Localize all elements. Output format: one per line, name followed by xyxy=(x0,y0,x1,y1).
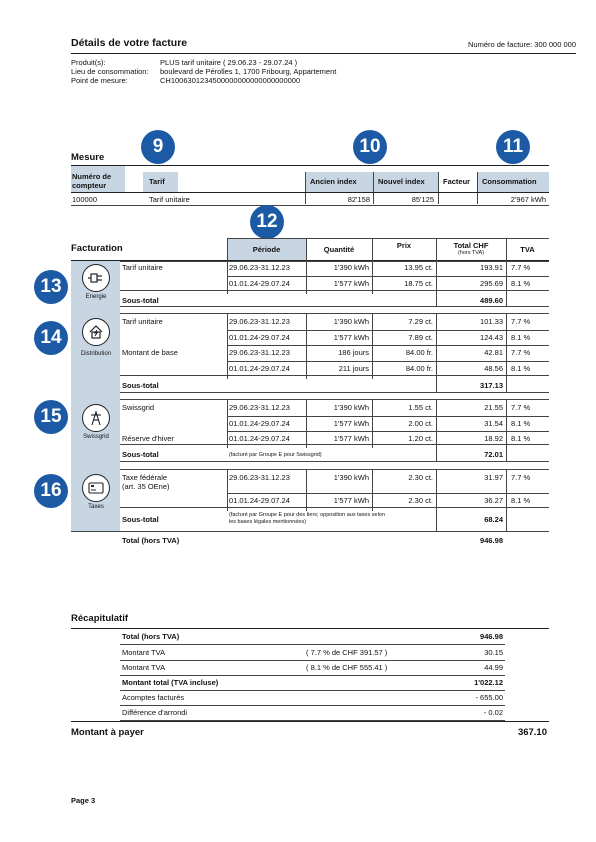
swissgrid-vline-tva-sub xyxy=(506,446,507,461)
badge-10: 10 xyxy=(353,130,387,164)
distribution-row-separator xyxy=(227,330,549,331)
mesure-header-compteur: Numéro de compteur xyxy=(72,172,112,190)
recap-row-label: Montant total (TVA incluse) xyxy=(122,678,219,687)
recap-row-separator xyxy=(120,705,505,706)
swissgrid-row-label: Swissgrid xyxy=(122,403,155,412)
fact-header-prix: Prix xyxy=(396,241,412,250)
recap-row-separator xyxy=(120,660,505,661)
taxes-row-total: 36.27 xyxy=(484,496,503,505)
mesure-row-nouvel: 85'125 xyxy=(411,195,434,204)
swissgrid-row-total: 18.92 xyxy=(484,434,503,443)
fact-header-tva: TVA xyxy=(520,245,535,254)
swissgrid-row-label: Réserve d'hiver xyxy=(122,434,174,443)
taxes-row-tva: 8.1 % xyxy=(511,496,531,505)
point-value: CH1006301234500000000000000000000 xyxy=(160,76,301,85)
location-value: boulevard de Pérolles 1, 1700 Fribourg, Appartement xyxy=(160,67,337,76)
energie-row-separator xyxy=(120,290,549,291)
product-label: Produit(s): xyxy=(71,58,106,67)
taxes-subtotal-note: (facturé par Groupe E pour des tiers; opposition aux taxes selon xyxy=(229,512,385,518)
facturation-title: Facturation xyxy=(71,243,123,254)
mesure-row-tarif: Tarif unitaire xyxy=(149,195,190,204)
fact-total-value: 946.98 xyxy=(480,536,503,545)
badge-9: 9 xyxy=(141,130,175,164)
swissgrid-row-total: 21.55 xyxy=(484,403,503,412)
taxes-vline-0 xyxy=(227,469,228,511)
distribution-row-periode: 29.06.23-31.12.23 xyxy=(229,348,290,357)
taxes-section-top xyxy=(120,469,549,470)
distribution-row-tva: 7.7 % xyxy=(511,317,531,326)
taxes-subtotal-label: Sous-total xyxy=(122,515,159,524)
recap-top-line xyxy=(71,628,549,629)
payer-label: Montant à payer xyxy=(71,727,144,738)
recap-row-value: - 0.02 xyxy=(483,708,503,717)
fact-bottom-line xyxy=(71,531,549,532)
mesure-top-line xyxy=(71,165,549,166)
product-value: PLUS tarif unitaire ( 29.06.23 - 29.07.24 ) xyxy=(160,58,298,67)
energie-row-total: 295.69 xyxy=(480,279,503,288)
taxes-row-prix: 2.30 ct. xyxy=(408,473,433,482)
recap-row-label: Acomptes facturés xyxy=(122,693,185,702)
swissgrid-row-tva: 7.7 % xyxy=(511,403,531,412)
recap-row-value: 946.98 xyxy=(480,632,503,641)
taxes-row-periode: 01.01.24-29.07.24 xyxy=(229,496,290,505)
swissgrid-section-bottom xyxy=(120,461,549,462)
energie-row-periode: 01.01.24-29.07.24 xyxy=(229,279,290,288)
recap-row-separator xyxy=(120,690,505,691)
distribution-section-top xyxy=(120,313,549,314)
distribution-row-prix: 7.89 ct. xyxy=(408,333,433,342)
recap-row-label: Total (hors TVA) xyxy=(122,632,180,641)
mesure-row-ancien: 82'158 xyxy=(347,195,370,204)
energie-row-separator xyxy=(227,276,549,277)
distribution-row-prix: 7.29 ct. xyxy=(408,317,433,326)
distribution-row-separator xyxy=(227,361,549,362)
mesure-row-compteur: 100000 xyxy=(72,195,98,204)
mesure-header-line xyxy=(71,192,549,193)
energie-vline-tva-sub xyxy=(506,292,507,306)
energie-subtotal-value: 489.60 xyxy=(480,296,503,305)
distribution-vline-0 xyxy=(227,313,228,379)
distribution-row-tva: 8.1 % xyxy=(511,333,531,342)
badge-11: 11 xyxy=(496,130,530,164)
taxes-row-quantite: 1'390 kWh xyxy=(333,473,369,482)
badge-14: 14 xyxy=(34,321,68,355)
energy-caption: Energie xyxy=(85,294,107,300)
fact-header-total-sub: (hors TVA) xyxy=(457,250,485,256)
energie-row-prix: 13.95 ct. xyxy=(404,263,433,272)
distribution-row-label: Montant de base xyxy=(122,348,178,357)
point-label: Point de mesure: xyxy=(71,76,128,85)
recap-row-value: - 655.00 xyxy=(475,693,503,702)
mesure-title: Mesure xyxy=(71,152,105,163)
taxes-subtotal-value: 68.24 xyxy=(484,515,503,524)
energie-row-quantite: 1'390 kWh xyxy=(333,263,369,272)
distribution-row-separator xyxy=(120,375,549,376)
recap-row-separator xyxy=(120,675,505,676)
invoice-number: Numéro de facture: 300 000 000 xyxy=(468,40,576,49)
distribution-row-tva: 8.1 % xyxy=(511,364,531,373)
swissgrid-row-prix: 1.20 ct. xyxy=(408,434,433,443)
mesure-header-facteur: Facteur xyxy=(443,177,471,186)
energie-row-prix: 18.75 ct. xyxy=(404,279,433,288)
swissgrid-row-tva: 8.1 % xyxy=(511,434,531,443)
page-title: Détails de votre facture xyxy=(71,37,188,49)
location-label: Lieu de consommation: xyxy=(71,67,149,76)
distribution-vline-4 xyxy=(506,313,507,379)
distribution-row-periode: 01.01.24-29.07.24 xyxy=(229,364,290,373)
swissgrid-row-prix: 1.55 ct. xyxy=(408,403,433,412)
mesure-header-ancien: Ancien index xyxy=(310,177,357,186)
mesure-header-tarif: Tarif xyxy=(149,177,165,186)
energy-plug-icon xyxy=(82,264,110,292)
taxes-row-label: Taxe fédérale xyxy=(122,473,168,482)
energie-row-tva: 8.1 % xyxy=(511,279,531,288)
taxes-card-icon xyxy=(82,474,110,502)
mesure-header-nouvel: Nouvel index xyxy=(378,177,425,186)
taxes-row-quantite: 1'577 kWh xyxy=(333,496,369,505)
mesure-row-consommation: 2'967 kWh xyxy=(510,195,546,204)
swissgrid-pylon-icon xyxy=(82,404,110,432)
distribution-vline-tva-sub xyxy=(506,377,507,392)
swissgrid-row-total: 31.54 xyxy=(484,419,503,428)
swissgrid-row-quantite: 1'390 kWh xyxy=(333,403,369,412)
fact-header-top xyxy=(227,238,549,239)
fact-total-label: Total (hors TVA) xyxy=(122,536,180,545)
taxes-row-separator xyxy=(120,507,549,508)
distribution-row-separator xyxy=(227,345,549,346)
recap-title: Récapitulatif xyxy=(71,613,129,624)
badge-13: 13 xyxy=(34,270,68,304)
swissgrid-vline-0 xyxy=(227,399,228,448)
recap-row-separator xyxy=(120,644,505,645)
taxes-row-label2: (art. 35 OEne) xyxy=(122,482,170,491)
distribution-row-label: Tarif unitaire xyxy=(122,317,163,326)
taxes-row-periode: 29.06.23-31.12.23 xyxy=(229,473,290,482)
page-number: Page 3 xyxy=(71,796,96,805)
recap-row-middle: ( 8.1 % de CHF 555.41 ) xyxy=(306,663,388,672)
taxes-row-prix: 2.30 ct. xyxy=(408,496,433,505)
recap-row-label: Différence d'arrondi xyxy=(122,708,188,717)
taxes-vline-4 xyxy=(506,469,507,511)
badge-12: 12 xyxy=(250,205,284,239)
energie-row-label: Tarif unitaire xyxy=(122,263,163,272)
distribution-row-quantite: 211 jours xyxy=(338,364,369,373)
energie-row-periode: 29.06.23-31.12.23 xyxy=(229,263,290,272)
mesure-bottom-line xyxy=(71,205,549,206)
recap-row-value: 30.15 xyxy=(484,648,503,657)
distribution-row-periode: 01.01.24-29.07.24 xyxy=(229,333,290,342)
distribution-subtotal-value: 317.13 xyxy=(480,381,503,390)
fact-header-quantite: Quantité xyxy=(323,245,355,254)
payer-value: 367.10 xyxy=(517,727,547,738)
taxes-row-total: 31.97 xyxy=(484,473,503,482)
taxes-subtotal-note2: les bases légales mentionnées) xyxy=(229,519,307,525)
swissgrid-row-separator xyxy=(227,416,549,417)
distribution-row-quantite: 186 jours xyxy=(338,348,369,357)
fact-header-periode: Période xyxy=(252,245,281,254)
swissgrid-row-quantite: 1'577 kWh xyxy=(333,419,369,428)
distribution-caption: Distribution xyxy=(80,351,111,357)
recap-row-label: Montant TVA xyxy=(122,648,166,657)
energie-subtotal-label: Sous-total xyxy=(122,296,159,305)
distribution-row-total: 42.81 xyxy=(484,348,503,357)
distribution-row-total: 101.33 xyxy=(480,317,503,326)
swissgrid-vline-4 xyxy=(506,399,507,448)
swissgrid-row-periode: 29.06.23-31.12.23 xyxy=(229,403,290,412)
mesure-vline-3 xyxy=(438,172,439,204)
swissgrid-subtotal-note: (facturé par Groupe E pour Swissgrid) xyxy=(229,452,322,458)
swissgrid-subtotal-value: 72.01 xyxy=(484,450,503,459)
taxes-row-tva: 7.7 % xyxy=(511,473,531,482)
energie-section-bottom xyxy=(120,306,549,307)
recap-payer-line xyxy=(71,721,549,722)
swissgrid-row-periode: 01.01.24-29.07.24 xyxy=(229,419,290,428)
recap-row-label: Montant TVA xyxy=(122,663,166,672)
distribution-row-total: 48.56 xyxy=(484,364,503,373)
taxes-row-separator xyxy=(227,493,549,494)
energie-row-quantite: 1'577 kWh xyxy=(333,279,369,288)
swissgrid-row-tva: 8.1 % xyxy=(511,419,531,428)
mesure-header-consommation: Consommation xyxy=(482,177,537,186)
distribution-row-prix: 84.00 fr. xyxy=(405,364,433,373)
badge-15: 15 xyxy=(34,400,68,434)
swissgrid-section-top xyxy=(120,399,549,400)
energie-row-total: 193.91 xyxy=(480,263,503,272)
swissgrid-row-quantite: 1'577 kWh xyxy=(333,434,369,443)
swissgrid-caption: Swissgrid xyxy=(83,434,109,440)
recap-row-value: 1'022.12 xyxy=(474,678,503,687)
badge-16: 16 xyxy=(34,474,68,508)
taxes-caption: Taxes xyxy=(88,504,104,510)
swissgrid-row-separator xyxy=(120,444,549,445)
distribution-row-tva: 7.7 % xyxy=(511,348,531,357)
swissgrid-row-periode: 01.01.24-29.07.24 xyxy=(229,434,290,443)
fact-header-total: Total CHF xyxy=(453,241,489,250)
taxes-vline-tva-sub xyxy=(506,509,507,531)
distribution-row-periode: 29.06.23-31.12.23 xyxy=(229,317,290,326)
swissgrid-row-prix: 2.00 ct. xyxy=(408,419,433,428)
distribution-row-quantite: 1'390 kWh xyxy=(333,317,369,326)
swissgrid-subtotal-label: Sous-total xyxy=(122,450,159,459)
distribution-row-prix: 84.00 fr. xyxy=(405,348,433,357)
header-divider xyxy=(71,53,576,54)
distribution-subtotal-label: Sous-total xyxy=(122,381,159,390)
energie-section-top xyxy=(120,261,549,262)
distribution-section-bottom xyxy=(120,392,549,393)
distribution-house-icon xyxy=(82,318,110,346)
recap-row-middle: ( 7.7 % de CHF 391.57 ) xyxy=(306,648,388,657)
distribution-row-quantite: 1'577 kWh xyxy=(333,333,369,342)
distribution-row-total: 124.43 xyxy=(480,333,503,342)
swissgrid-row-separator xyxy=(227,431,549,432)
recap-row-value: 44.99 xyxy=(484,663,503,672)
energie-row-tva: 7.7 % xyxy=(511,263,531,272)
